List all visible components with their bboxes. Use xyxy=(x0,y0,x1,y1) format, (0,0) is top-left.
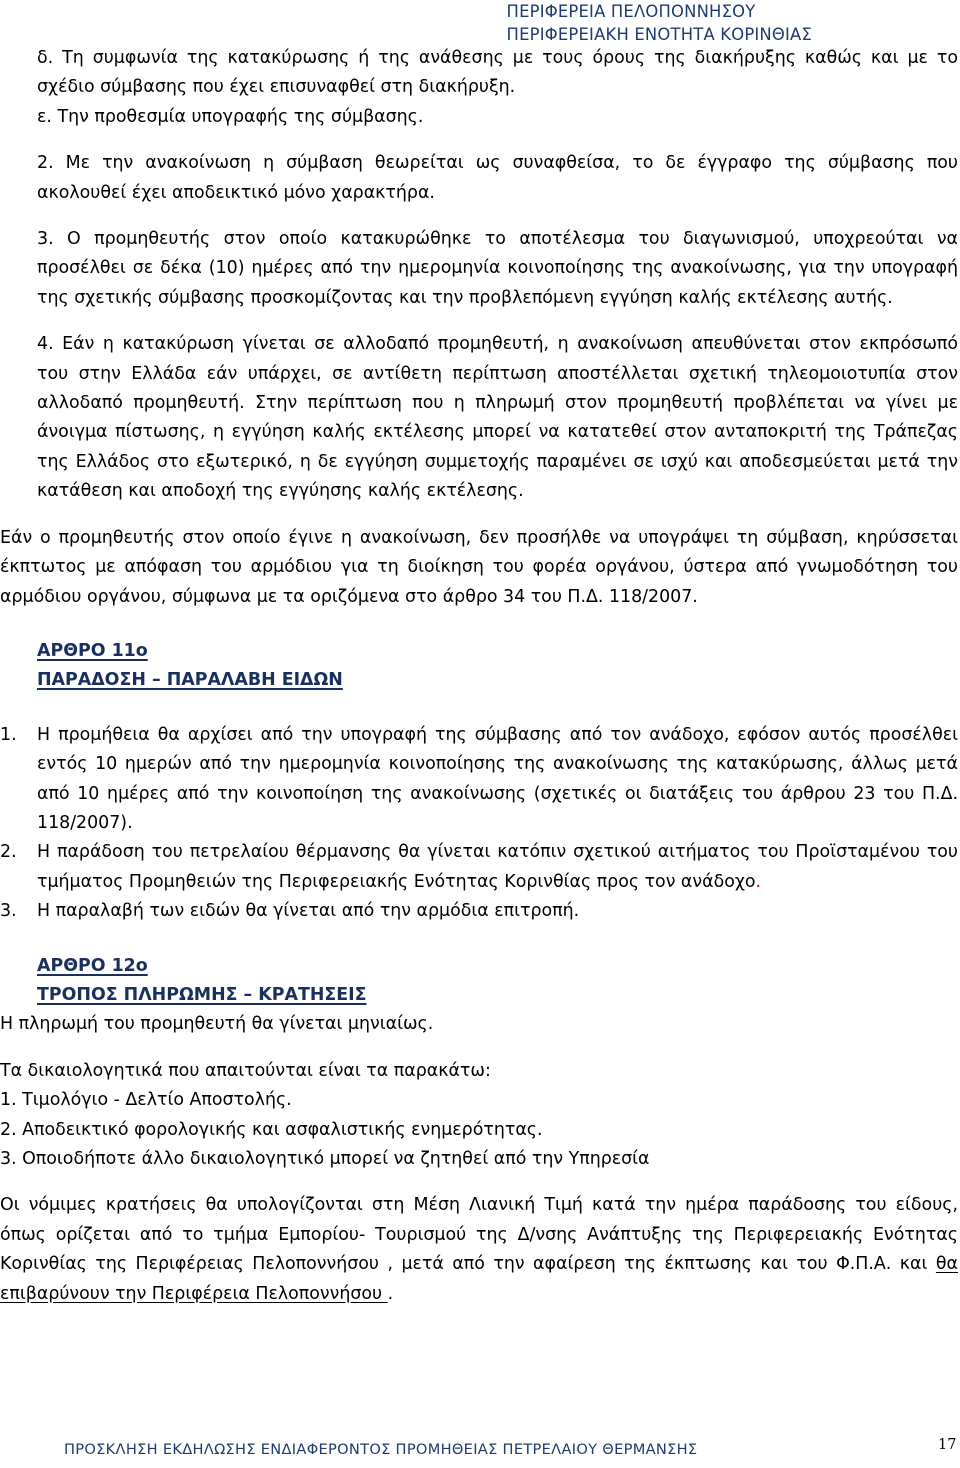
underlined-phrase: θα επιβαρύνουν την Περιφέρεια Πελοποννήσου xyxy=(0,1254,958,1304)
item-d: δ. Τη συμφωνία της κατακύρωσης ή της ανάθεσης με τους όρους της διακήρυξης καθώς και με το σχέδιο σύμβασης που έχει επισυναφθεί στη διακήρυξη. xyxy=(37,48,958,98)
deductions-paragraph: Οι νόμιμες κρατήσεις θα υπολογίζονται στη Μέση Λιανική Τιμή κατά την ημέρα παράδοσης του είδους, όπως ορίζεται από το τμήμα Εμπορίου- Τουρισμού της Δ/νσης Ανάπτυξης της Περιφερειακής Ενότητας Κορινθίας της Περιφέρειας Πελοποννήσου , μετά από την αφαίρεση της έκπτωσης και του Φ.Π.Α. και θα επιβαρύνουν την Περιφέρεια Πελοποννήσου . xyxy=(0,1195,958,1304)
delivery-item-3: 3. Η παραλαβή των ειδών θα γίνεται από την αρμόδια επιτροπή. xyxy=(0,901,580,922)
page-number: 17 xyxy=(938,1437,957,1453)
article-11-subtitle: ΠΑΡΑΔΟΣΗ – ΠΑΡΑΛΑΒΗ ΕΙΔΩΝ xyxy=(37,670,343,691)
monthly-payment: Η πληρωμή του προμηθευτή θα γίνεται μηνιαίως. xyxy=(0,1014,434,1035)
clause-3: 3. Ο προμηθευτής στον οποίο κατακυρώθηκε το αποτέλεσμα του διαγωνισμού, υποχρεούται να προσέλθει σε δέκα (10) ημέρες από την ημερομηνία κοινοποίησης της ανακοίνωσης, για την υπογραφή της σχετικής σύμβασης προσκομίζοντας και την προβλεπόμενη εγγύηση καλής εκτέλεσης αυτής. xyxy=(37,229,958,308)
page-header xyxy=(507,0,812,46)
page-footer: ΠΡΟΣΚΛΗΣΗ ΕΚΔΗΛΩΣΗΣ ΕΝΔΙΑΦΕΡΟΝΤΟΣ ΠΡΟΜΗΘΕΙΑΣ ΠΕΤΡΕΛΑΙΟΥ ΘΕΡΜΑΝΣΗΣ xyxy=(64,1441,698,1458)
clause-4: 4. Εάν η κατακύρωση γίνεται σε αλλοδαπό προμηθευτή, η ανακοίνωση απευθύνεται στον εκπρόσωπό του στην Ελλάδα εάν υπάρχει, σε αντίθετη περίπτωση αποστέλλεται σχετική τηλεομοιοτυπία στον αλλοδαπό προμηθευτή. Στην περίπτωση που η πληρωμή στον προμηθευτή προβλέπεται να γίνει με άνοιγμα πίστωσης, η εγγύηση καλής εκτέλεσης μπορεί να κατατεθεί στον ανταποκριτή της Τράπεζας της Ελλάδος στο εξωτερικό, η δε εγγύηση συμμετοχής παραμένει σε ισχύ και αποδεσμεύεται μετά την κατάθεση και αποδοχή της εγγύησης καλής εκτέλεσης. xyxy=(37,334,958,502)
forfeit-paragraph: Εάν ο προμηθευτής στον οποίο έγινε η ανακοίνωση, δεν προσήλθε να υπογράψει τη σύμβαση, κηρύσσεται έκπτωτος με απόφαση του αρμόδιου για τη διοίκηση του φορέα οργάνου, ύστερα από γνωμοδότηση του αρμόδιου οργάνου, σύμφωνα με τα οριζόμενα στο άρθρο 34 του Π.Δ. 118/2007. xyxy=(0,527,958,607)
docs-intro: Τα δικαιολογητικά που απαιτούνται είναι τα παρακάτω: xyxy=(0,1060,491,1081)
header-region: ΠΕΡΙΦΕΡΕΙΑ ΠΕΛΟΠΟΝΝΗΣΟΥ xyxy=(506,2,756,21)
article-11-list xyxy=(0,721,958,927)
header-regional-unit: ΠΕΡΙΦΕΡΕΙΑΚΗ ΕΝΟΤΗΤΑ ΚΟΡΙΝΘΙΑΣ xyxy=(506,25,812,44)
article-12-title: ΑΡΘΡΟ 12ο xyxy=(37,955,148,976)
item-e: ε. Την προθεσμία υπογραφής της σύμβασης. xyxy=(37,106,424,127)
doc-item: 2. Αποδεικτικό φορολογικής και ασφαλιστικής ενημερότητας. xyxy=(0,1119,543,1140)
doc-item: 3. Οποιοδήποτε άλλο δικαιολογητικό μπορεί να ζητηθεί από την Υπηρεσία xyxy=(0,1149,650,1169)
clause-2: 2. Με την ανακοίνωση η σύμβαση θεωρείται ως συναφθείσα, το δε έγγραφο της σύμβασης που ακολουθεί έχει αποδεικτικό μόνο χαρακτήρα. xyxy=(37,153,958,203)
delivery-item-2: 2. Η παράδοση του πετρελαίου θέρμανσης θα γίνεται κατόπιν σχετικού αιτήματος του Προϊσταμένου του τμήματος Προμηθειών της Περιφερειακής Ενότητας Κορινθίας προς τον ανάδοχο. xyxy=(0,842,958,892)
delivery-item-1: 1. Η προμήθεια θα αρχίσει από την υπογραφή της σύμβασης από τον ανάδοχο, εφόσον αυτός προσέλθει εντός 10 ημερών από την ημερομηνία κοινοποίησης της ανακοίνωσης της κατακύρωσης, άλλως μετά από 10 ημέρες από την κοινοποίηση της ανακοίνωσης (σχετικές οι διατάξεις του άρθρου 23 του Π.Δ. 118/2007). xyxy=(0,724,958,833)
article-12-subtitle: ΤΡΟΠΟΣ ΠΛΗΡΩΜΗΣ – ΚΡΑΤΗΣΕΙΣ xyxy=(37,984,367,1005)
doc-item: 1. Τιμολόγιο - Δελτίο Αποστολής. xyxy=(0,1090,292,1111)
article-11-title: ΑΡΘΡΟ 11ο xyxy=(37,640,148,661)
document-body xyxy=(0,44,958,1309)
